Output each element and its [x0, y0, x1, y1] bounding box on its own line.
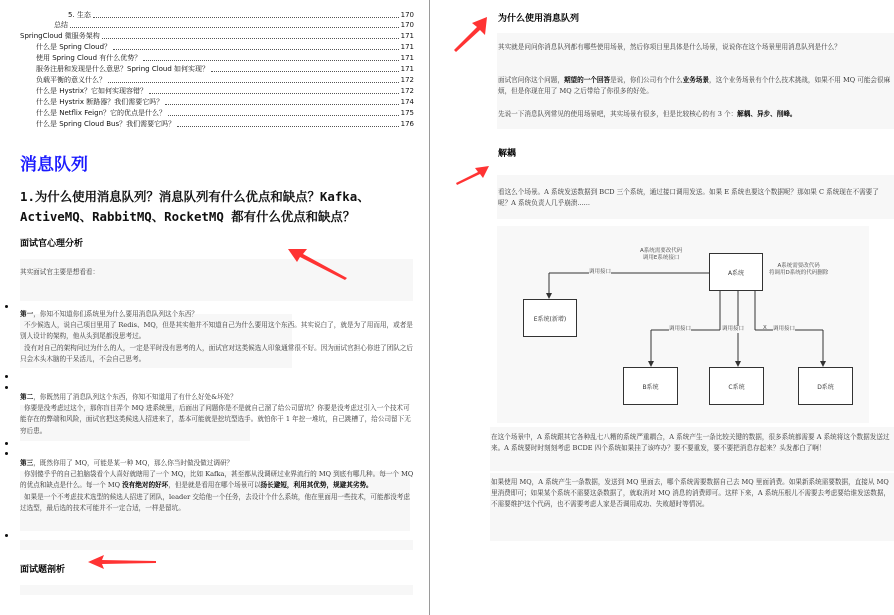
toc-entry-title: 什么是 Spring Cloud？	[36, 43, 112, 51]
question-title: 1.为什么使用消息队列？消息队列有什么优点和缺点？Kafka、ActiveMQ、RabbitMQ、RocketMQ 都有什么优点和缺点？	[20, 189, 370, 224]
toc-entry-title: 什么是 Hystrix？它如何实现容错？	[36, 87, 147, 95]
section-heading-decouple: 解耦	[498, 149, 517, 159]
toc-entry[interactable]	[36, 97, 414, 107]
annotation-arrow-icon	[86, 553, 158, 571]
toc-leader-dots	[70, 27, 399, 28]
toc-leader-dots	[211, 71, 399, 72]
toc-leader-dots	[177, 126, 398, 127]
toc-entry[interactable]	[36, 86, 414, 96]
document-page-left	[0, 0, 429, 615]
toc-entry-title: 5. 生态	[68, 11, 91, 19]
note-d-change	[769, 263, 828, 277]
decoupling-diagram	[497, 226, 869, 423]
toc-entry[interactable]	[36, 42, 414, 52]
bullet-icon	[5, 375, 8, 378]
point-label: 第二	[20, 393, 34, 401]
shaded-block	[20, 259, 413, 301]
toc-entry[interactable]	[68, 10, 414, 20]
text-run: 面试官问你这个问题，	[498, 76, 564, 84]
paragraph-why-2	[498, 75, 891, 97]
bullet-icon	[5, 534, 8, 537]
point-body: 不少候选人，说自己项目里用了 Redis、MQ，但是其实他并不知道自己为什么要用这个东西。其实说白了，就是为了用而用，或者是别人设计的架构，他从头到尾都没思考过。	[20, 321, 413, 341]
system-a-box: A系统	[709, 253, 763, 291]
bullet-icon	[5, 452, 8, 455]
annotation-arrow-icon	[285, 245, 350, 280]
edge-label-a-b: 调用接口	[669, 326, 692, 332]
paragraph-coupling: 在这个场景中，A 系统跟其它各种乱七八糟的系统严重耦合，A 系统产生一条比较关键的数据，很多系统都需要 A 系统将这个数据发送过来。A 系统要时时刻刻考虑 BCDE 四个系统如果挂了该咋办？要不要重发，要不要把消息存起来？头发都白了啊！	[491, 433, 890, 453]
toc-leader-dots	[93, 17, 399, 18]
point-question: ，你知不知道你们系统里为什么要用消息队列这个东西？	[33, 310, 199, 318]
emphasis: 期望的一个回答	[563, 76, 611, 84]
toc-page-number: 175	[400, 109, 414, 117]
toc-entry[interactable]	[36, 75, 414, 85]
point-label: 第一	[20, 310, 34, 318]
toc-page-number: 171	[400, 65, 414, 73]
toc-page-number: 172	[400, 87, 414, 95]
note-line: 调用E系统接口	[642, 255, 680, 261]
note-line: 将调用D系统的代码删除	[769, 270, 829, 276]
point-question: ，既然你用了 MQ，可能是某一种 MQ，那么你当时做没做过调研？	[33, 459, 234, 467]
toc-leader-dots	[108, 82, 399, 83]
edge-label-a-e: 调用接口	[589, 269, 612, 275]
toc-page-number: 174	[400, 98, 414, 106]
bullet-icon	[5, 442, 8, 445]
system-c-box: C系统	[709, 367, 764, 405]
point-label: 第三	[20, 459, 34, 467]
toc-entry[interactable]	[54, 20, 414, 30]
toc-entry-title: 服务注册和发现是什么意思？Spring Cloud 如何实现？	[36, 65, 210, 73]
toc-entry[interactable]	[36, 108, 414, 118]
annotation-arrow-icon	[453, 15, 489, 53]
intro-text: 其实面试官主要是想看看：	[20, 268, 100, 276]
paragraph-why-1: 其实就是问问你消息队列都有哪些使用场景，然后你项目里具体是什么场景，说说你在这个场景里用消息队列是什么？	[498, 43, 841, 51]
point-body: 没有对自己的架构问过为什么的人，一定是平时没有思考的人，面试官对这类候选人印象通常很不好。因为面试官担心你进了团队之后只会木头木脑的干呆活儿，不会自己思考。	[20, 343, 414, 363]
note-e-change	[640, 248, 682, 262]
toc-page-number: 171	[400, 43, 414, 51]
bullet-icon	[5, 386, 8, 389]
toc-page-number: 176	[400, 120, 414, 128]
point-question: ，你既然用了消息队列这个东西，你知不知道用了有什么好处&坏处？	[33, 393, 237, 401]
emphasis: 业务场景	[682, 76, 709, 84]
chapter-title: 消息队列	[20, 155, 88, 175]
toc-entry[interactable]	[36, 64, 414, 74]
toc-leader-dots	[143, 60, 398, 61]
system-d-box: D系统	[798, 367, 853, 405]
note-line: A系统需要改代码	[777, 263, 820, 269]
emphasis: 扬长避短，利用其优势，规避其劣势。	[260, 481, 373, 490]
annotation-arrow-icon	[455, 164, 491, 186]
text-run: 先说一下消息队列常见的使用场景吧，其实场景有很多，但是比较核心的有 3 个：	[498, 110, 738, 118]
toc-entry-title: 什么是 Hystrix 断路器？我们需要它吗？	[36, 98, 164, 106]
text-run: 是说，你们公司有个什么	[610, 76, 683, 84]
toc-entry-title: 什么是 Netflix Feign？它的优点是什么？	[36, 109, 167, 117]
paragraph-scenario: 看这么个场景。A 系统发送数据到 BCD 三个系统，通过接口调用发送。如果 E 系统也要这个数据呢？那如果 C 系统现在不需要了呢？A 系统负责人几乎崩溃......	[498, 188, 879, 208]
toc-leader-dots	[165, 104, 398, 105]
point-second	[20, 392, 415, 437]
toc-page-number: 171	[400, 32, 414, 40]
bullet-icon	[5, 305, 8, 308]
shaded-block	[20, 540, 413, 550]
system-e-box: E系统(新增)	[523, 299, 577, 337]
section-heading-interviewer: 面试官心理分析	[20, 239, 84, 249]
toc-entry[interactable]	[36, 119, 414, 129]
toc-entry-title: 总结	[54, 21, 68, 29]
emphasis: 没有绝对的好坏	[122, 481, 169, 490]
section-heading-why: 为什么使用消息队列	[498, 14, 580, 24]
page-divider	[429, 0, 430, 615]
toc-leader-dots	[113, 49, 399, 50]
toc-page-number: 170	[400, 21, 414, 29]
edge-label-a-d: 调用接口	[773, 326, 796, 332]
shaded-block	[20, 585, 413, 595]
paragraph-mq-solution: 如果使用 MQ，A 系统产生一条数据，发送到 MQ 里面去，哪个系统需要数据自己去 MQ 里面消费。如果新系统需要数据，直接从 MQ 里消费即可；如果某个系统不需要这条数据了，就取消对 MQ 消息的消费即可。这样下来，A 系统压根儿不需要去考虑要给谁发送数据，不需要维护这个代码，也不需要考虑人家是否调用成功、失败超时等情况。	[491, 478, 891, 509]
point-third	[20, 458, 415, 514]
toc-leader-dots	[168, 115, 399, 116]
system-b-box: B系统	[623, 367, 678, 405]
paragraph-why-3	[498, 109, 891, 120]
note-line: A系统需要改代码	[640, 248, 683, 254]
toc-entry[interactable]	[20, 31, 414, 41]
section-heading-analysis: 面试题剖析	[20, 565, 66, 575]
edge-cut-mark: X	[763, 325, 767, 331]
point-body: 你要是没考虑过这个，那你盲目弄个 MQ 进系统里，后面出了问题你是不是就自己溜了给公司留坑？你要是没考虑过引入一个技术可能存在的弊端和风险，面试官把这类候选人招进来了，基本可能就是挖坑型选手。就怕你干 1 年挖一堆坑，自己跳槽了，给公司留下无穷后患。	[20, 404, 411, 435]
toc-entry-title: 负载平衡的意义什么？	[36, 76, 106, 84]
point-body: 如果是一个不考虑技术选型的候选人招进了团队，leader 交给他一个任务，去设计个什么系统，他在里面用一些技术，可能都没考虑过选型，最后选的技术可能并不一定合适，一样是留坑。	[20, 492, 410, 512]
toc-leader-dots	[102, 38, 399, 39]
toc-page-number: 171	[400, 54, 414, 62]
toc-entry-title: SpringCloud 微服务架构	[20, 32, 100, 40]
toc-page-number: 172	[400, 76, 414, 84]
toc-leader-dots	[149, 93, 399, 94]
text-run: ，这个业务场景有个什么技术挑战，如果不用 MQ 可能会很麻烦，但是你现在用了 MQ 之后带给了你很多的好处。	[498, 76, 891, 96]
toc-page-number: 170	[400, 11, 414, 19]
toc-entry-title: 使用 Spring Cloud 有什么优势？	[36, 54, 142, 62]
point-body: 你别傻乎乎的自己拍脑袋看个人喜好就瞎用了一个 MQ，比如 Kafka，甚至都从没调研过业界流行的 MQ 到底有哪几种。每一个 MQ 的优点和缺点是什么。每一个 MQ	[20, 470, 414, 490]
point-body: ，但是就是看用在哪个场景可以	[168, 481, 261, 490]
point-first	[20, 309, 415, 365]
edge-label-a-c: 调用接口	[722, 326, 745, 332]
emphasis: 解耦、异步、削峰。	[737, 110, 797, 118]
toc-entry-title: 什么是 Spring Cloud Bus？我们需要它吗？	[36, 120, 176, 128]
toc-entry[interactable]	[36, 53, 414, 63]
